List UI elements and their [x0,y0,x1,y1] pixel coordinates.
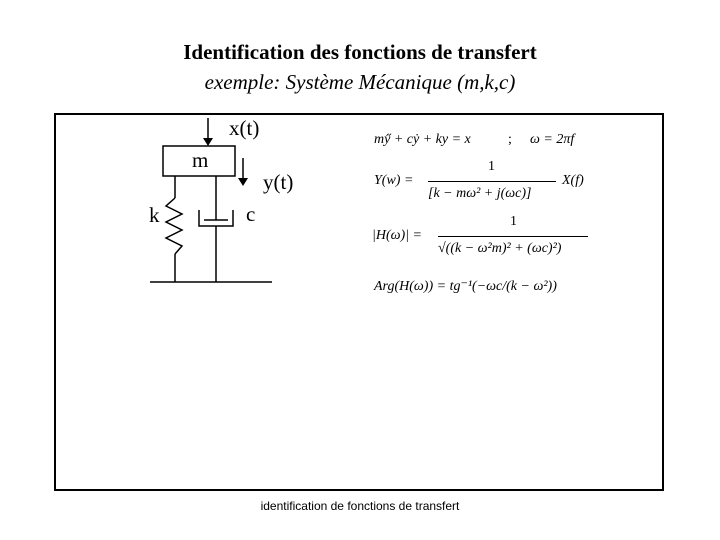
output-arrow [238,158,248,186]
equation-motion: my̋ + cẏ + ky = x [374,132,471,147]
equation-h-numerator: 1 [510,214,517,229]
equation-arg: Arg(H(ω)) = tg⁻¹(−ωc/(k − ω²)) [374,279,557,294]
damper [199,176,233,282]
input-label: x(t) [229,116,260,140]
mass-label: m [192,148,209,172]
output-label: y(t) [263,170,294,194]
equation-y-numerator: 1 [488,159,495,174]
spring-label: k [149,203,160,227]
page-title: Identification des fonctions de transfert [183,40,537,64]
equation-h-fraction-bar [438,236,588,237]
page-subtitle: exemple: Système Mécanique (m,k,c) [204,70,516,94]
equation-omega: ω = 2πf [530,132,575,147]
spring [166,176,182,282]
footer-text: identification de fonctions de transfert [260,499,460,513]
equation-separator: ; [508,132,512,147]
equation-y-denominator: [k − mω² + j(ωc)] [428,186,532,201]
equation-h-lhs: |H(ω)| = [372,228,422,243]
input-arrow [203,118,213,146]
equation-h-denominator: √((k − ω²m)² + (ωc)²) [438,241,562,256]
equation-y-rhs: X(f) [562,173,584,188]
damper-label: c [246,202,256,226]
equation-y-fraction-bar [428,181,556,182]
equation-y-lhs: Y(w) = [374,173,414,188]
